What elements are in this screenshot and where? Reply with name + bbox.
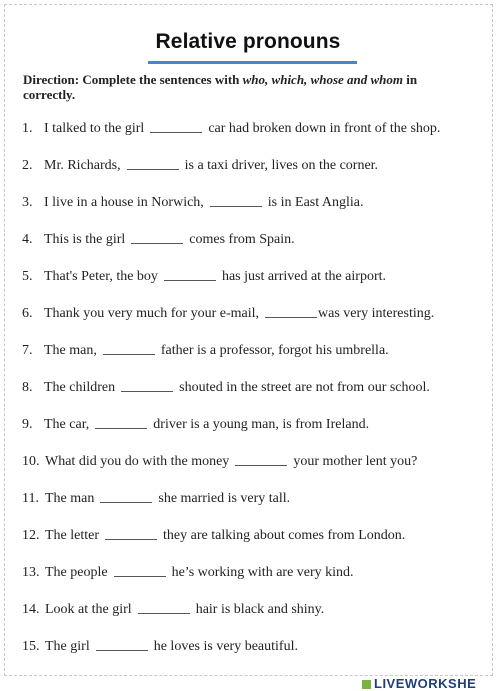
answer-blank[interactable] xyxy=(96,638,148,651)
answer-blank[interactable] xyxy=(95,416,147,429)
exercise-item xyxy=(22,527,492,564)
item-text-before: The car, xyxy=(44,417,90,432)
item-text-after: is a taxi driver, lives on the corner. xyxy=(184,158,379,173)
answer-blank[interactable] xyxy=(265,305,317,318)
item-text-before: What did you do with the money xyxy=(45,454,230,469)
item-text-before: The man, xyxy=(44,343,97,358)
item-number: 12. xyxy=(22,528,40,543)
item-text-after: she married is very tall. xyxy=(158,491,291,506)
direction-text xyxy=(23,72,463,102)
item-text-before: The people xyxy=(45,565,108,580)
item-text-after: has just arrived at the airport. xyxy=(221,269,386,284)
item-number: 5. xyxy=(22,269,33,284)
exercise-item xyxy=(22,379,492,416)
answer-blank[interactable] xyxy=(114,564,166,577)
answer-blank[interactable] xyxy=(235,453,287,466)
answer-blank[interactable] xyxy=(121,379,173,392)
item-text-after: car had broken down in front of the shop. xyxy=(208,121,441,136)
item-text-before: That's Peter, the boy xyxy=(44,269,158,284)
item-number: 1. xyxy=(22,121,33,136)
answer-blank[interactable] xyxy=(210,194,262,207)
answer-blank[interactable] xyxy=(127,157,179,170)
item-text-before: The girl xyxy=(45,639,90,654)
answer-blank[interactable] xyxy=(105,527,157,540)
exercise-item xyxy=(22,453,492,490)
item-text-after: comes from Spain. xyxy=(189,232,295,247)
item-text-before: I live in a house in Norwich, xyxy=(44,195,204,210)
item-text-before: Thank you very much for your e-mail, xyxy=(44,306,259,321)
exercise-item xyxy=(22,490,492,527)
exercise-item xyxy=(22,416,492,453)
exercise-item xyxy=(22,342,492,379)
direction-prefix: Direction: Complete the sentences with xyxy=(23,72,243,87)
item-number: 7. xyxy=(22,343,33,358)
direction-pronouns: who, which, whose and whom xyxy=(242,72,404,87)
exercise-list xyxy=(22,120,492,675)
item-number: 2. xyxy=(22,158,33,173)
item-number: 8. xyxy=(22,380,33,395)
direction-suffix: in correctly. xyxy=(23,72,418,102)
exercise-item xyxy=(22,157,492,194)
title-underline xyxy=(148,61,357,64)
item-number: 10. xyxy=(22,454,40,469)
answer-blank[interactable] xyxy=(131,231,183,244)
item-text-after: hair is black and shiny. xyxy=(195,602,325,617)
item-number: 6. xyxy=(22,306,33,321)
item-number: 11. xyxy=(22,491,39,506)
item-text-after: was very interesting. xyxy=(318,306,435,321)
item-text-before: The children xyxy=(44,380,116,395)
exercise-item xyxy=(22,231,492,268)
item-text-after: he loves is very beautiful. xyxy=(153,639,298,654)
item-text-before: Look at the girl xyxy=(45,602,132,617)
exercise-item xyxy=(22,601,492,638)
item-number: 3. xyxy=(22,195,33,210)
answer-blank[interactable] xyxy=(100,490,152,503)
item-text-before: This is the girl xyxy=(44,232,126,247)
logo-text: LIVEWORKSHE xyxy=(374,676,477,691)
item-text-after: your mother lent you? xyxy=(293,454,418,469)
item-text-after: shouted in the street are not from our school. xyxy=(179,380,430,395)
exercise-item xyxy=(22,120,492,157)
item-number: 13. xyxy=(22,565,40,580)
item-text-after: he’s working with are very kind. xyxy=(171,565,354,580)
item-number: 4. xyxy=(22,232,33,247)
liveworksheets-logo-icon xyxy=(362,680,371,689)
answer-blank[interactable] xyxy=(103,342,155,355)
item-text-before: The man xyxy=(45,491,95,506)
liveworksheets-logo xyxy=(362,676,476,691)
item-number: 15. xyxy=(22,639,40,654)
item-number: 14. xyxy=(22,602,40,617)
answer-blank[interactable] xyxy=(164,268,216,281)
answer-blank[interactable] xyxy=(150,120,202,133)
exercise-item xyxy=(22,268,492,305)
item-text-before: Mr. Richards, xyxy=(44,158,121,173)
exercise-item xyxy=(22,564,492,601)
exercise-item xyxy=(22,305,492,342)
item-text-after: father is a professor, forgot his umbrella. xyxy=(160,343,389,358)
item-text-after: is in East Anglia. xyxy=(267,195,364,210)
exercise-item xyxy=(22,194,492,231)
page-title: Relative pronouns xyxy=(155,30,341,53)
item-text-before: The letter xyxy=(45,528,100,543)
item-text-after: they are talking about comes from London. xyxy=(163,528,406,543)
item-text-after: driver is a young man, is from Ireland. xyxy=(153,417,370,432)
answer-blank[interactable] xyxy=(138,601,190,614)
exercise-item xyxy=(22,638,492,675)
item-number: 9. xyxy=(22,417,33,432)
item-text-before: I talked to the girl xyxy=(44,121,145,136)
